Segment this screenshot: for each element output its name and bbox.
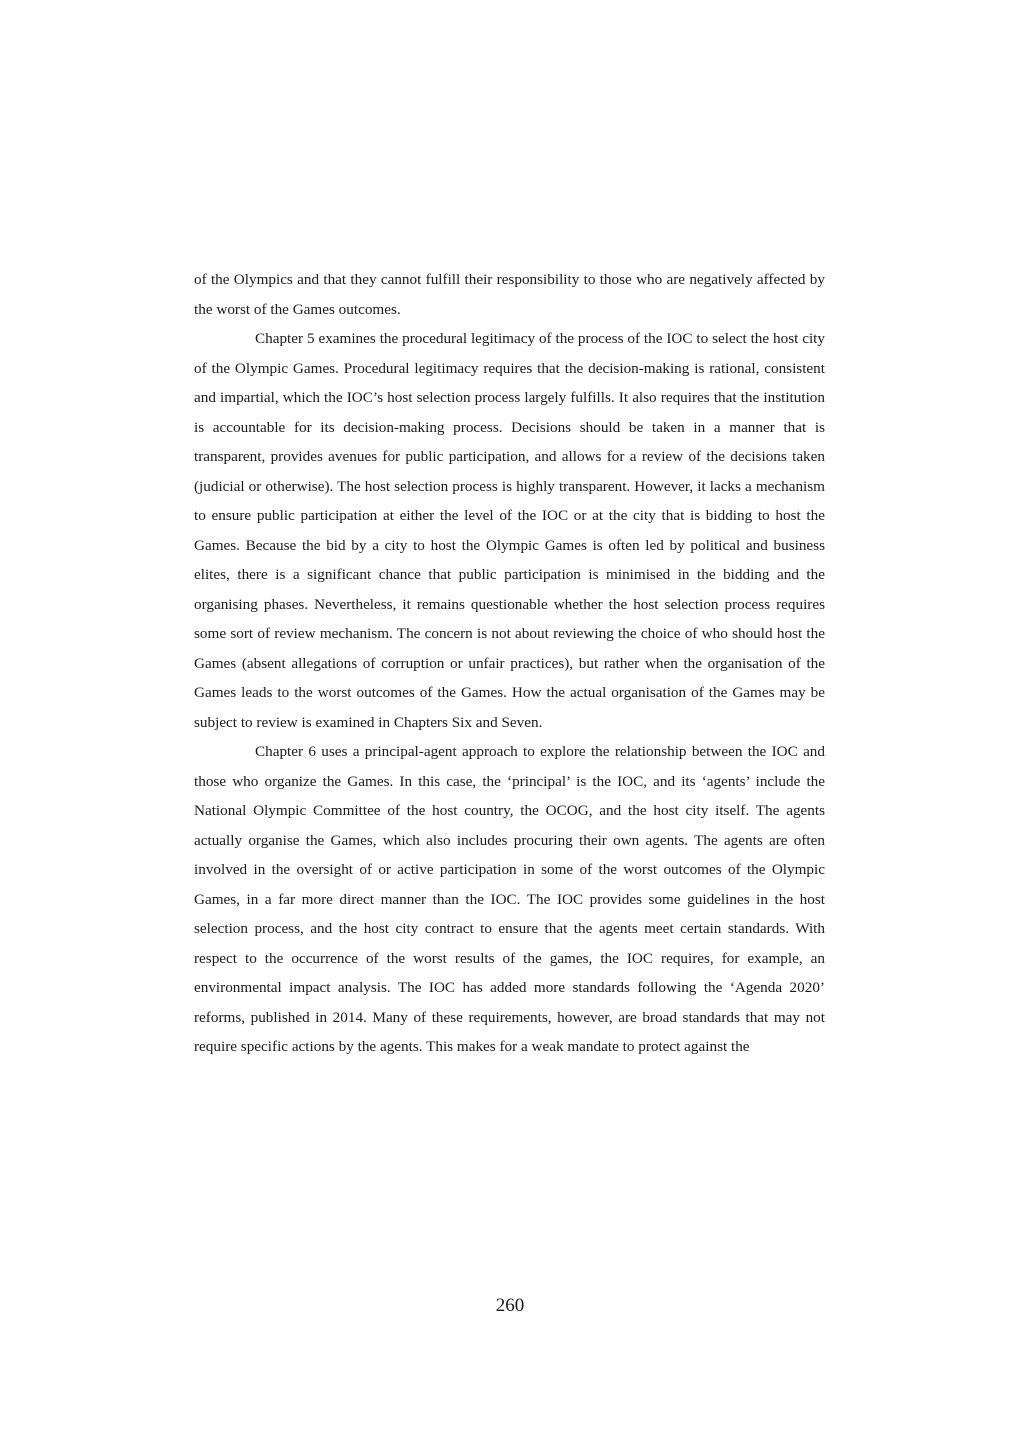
body-text bbox=[194, 265, 825, 1062]
paragraph-continued: of the Olympics and that they cannot fulfill their responsibility to those who are negatively affected by the worst of the Games outcomes. bbox=[194, 271, 825, 318]
paragraph-chapter-6: Chapter 6 uses a principal-agent approach to explore the relationship between the IOC and those who organize the Games. In this case, the ‘principal’ is the IOC, and its ‘agents’ include the National Olympic Committee of the host country, the OCOG, and the host city itself. The agents actually organise the Games, which also includes procuring their own agents. The agents are often involved in the oversight of or active participation in some of the worst outcomes of the Olympic Games, in a far more direct manner than the IOC. The IOC provides some guidelines in the host selection process, and the host city contract to ensure that the agents meet certain standards. With respect to the occurrence of the worst results of the games, the IOC requires, for example, an environmental impact analysis. The IOC has added more standards following the ‘Agenda 2020’ reforms, published in 2014. Many of these requirements, however, are broad standards that may not require specific actions by the agents. This makes for a weak mandate to protect against the bbox=[194, 743, 825, 1055]
page-number: 260 bbox=[495, 1295, 525, 1316]
paragraph-chapter-5: Chapter 5 examines the procedural legitimacy of the process of the IOC to select the host city of the Olympic Games. Procedural legitimacy requires that the decision-making is rational, consistent and impartial, which the IOC’s host selection process largely fulfills. It also requires that the institution is accountable for its decision-making process. Decisions should be taken in a manner that is transparent, provides avenues for public participation, and allows for a review of the decisions taken (judicial or otherwise). The host selection process is highly transparent. However, it lacks a mechanism to ensure public participation at either the level of the IOC or at the city that is bidding to host the Games. Because the bid by a city to host the Olympic Games is often led by political and business elites, there is a significant chance that public participation is minimised in the bidding and the organising phases. Nevertheless, it remains questionable whether the host selection process requires some sort of review mechanism. The concern is not about reviewing the choice of who should host the Games (absent allegations of corruption or unfair practices), but rather when the organisation of the Games leads to the worst outcomes of the Games. How the actual organisation of the Games may be subject to review is examined in Chapters Six and Seven. bbox=[194, 330, 825, 731]
